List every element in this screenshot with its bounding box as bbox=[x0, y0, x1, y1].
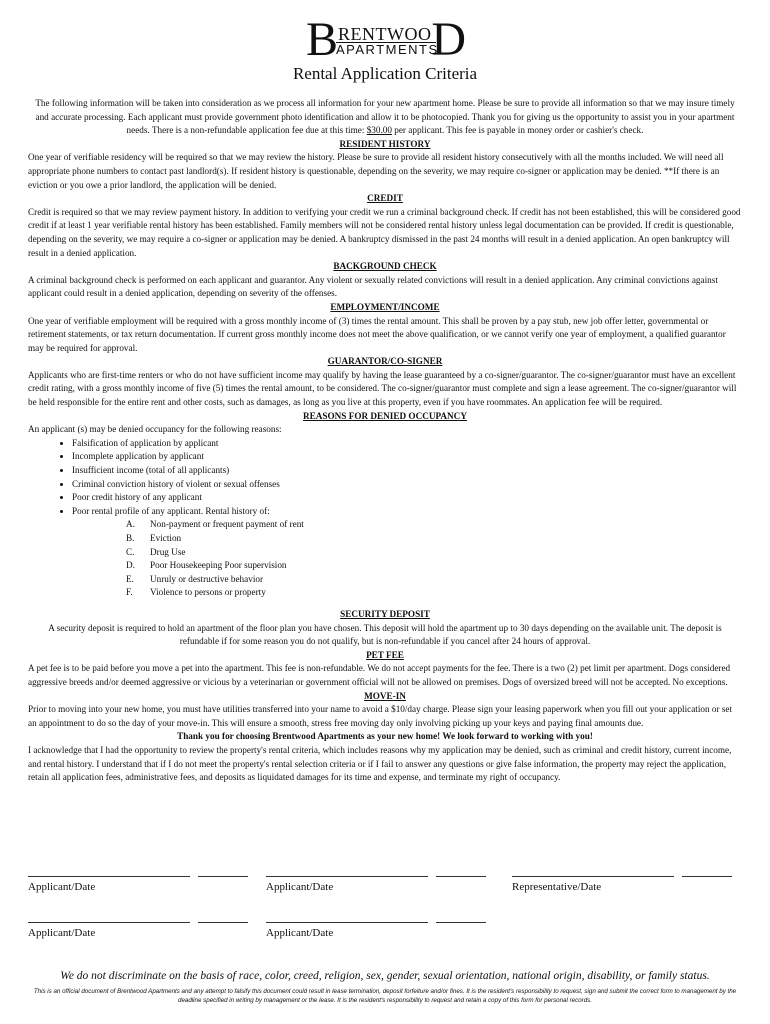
sub-item-text: Unruly or destructive behavior bbox=[150, 573, 264, 584]
sub-item-text: Drug Use bbox=[150, 546, 186, 557]
sub-item-text: Violence to persons or property bbox=[150, 587, 266, 598]
denial-reasons-list bbox=[28, 437, 742, 519]
list-item: • Insufficient income (total of all applicants) bbox=[72, 464, 742, 478]
rental-history-sublist bbox=[88, 518, 742, 600]
logo-letter-d: D bbox=[431, 13, 466, 66]
list-item: • Incomplete application by applicant bbox=[72, 450, 742, 464]
guarantor-body: Applicants who are first-time renters or who do not have sufficient income may qualify by having the lease guaranteed by a co-signer/guarantor. The co-signer/guarantor must have an excellent credit rating, with a gross monthly income of five (5) times the rental amount, to be considered. The co-signer/guarantor must complete and sign a lease agreement. The co-signer/guarantor will be held responsible for the entire rent and other costs, such as damages, as long as you live at this property, even if you have roommates. An application fee will be required. bbox=[28, 369, 737, 408]
employment-body: One year of verifiable employment will be required with a gross monthly income of (3) times the rental amount. This shall be proven by a pay stub, new job offer letter, governmental or retirement statements, or tax return documentation. If current gross monthly income does not meet the above qualification, or we cannot verify one year of employment, a qualified guarantor may be required for approval. bbox=[28, 315, 726, 353]
signature-line[interactable] bbox=[28, 922, 190, 923]
acknowledgement-paragraph: I acknowledge that I had the opportunity to review the property's rental criteria, which includes reasons why my application may be denied, such as criminal and credit history, current income, and rental history. I understand that if I do not meet the property's rental selection criteria or if I fail to answer any questions or give false information, the property may reject the application, retain all application fees, administrative fees, and deposits as liquidated damages for its time and expense, and terminate my right of occupancy. bbox=[28, 744, 732, 783]
signature-line[interactable] bbox=[28, 876, 190, 877]
sub-list-item bbox=[126, 518, 742, 532]
background-check-heading: BACKGROUND CHECK bbox=[333, 261, 437, 272]
sub-list-item bbox=[126, 573, 742, 587]
thank-you-line: Thank you for choosing Brentwood Apartments as your new home! We look forward to working with you! bbox=[177, 731, 593, 742]
signature-line[interactable] bbox=[512, 876, 674, 877]
credit-body: Credit is required so that we may review payment history. In addition to verifying your credit we run a criminal background check. If credit has not been established, this will be considered good credit if at least 1 year verifiable rental history has been established. Family members will not be considered rental history unless legal documentation can be provided. If credit is questionable, depending on the severity, we may require a co-signer or application may be denied. A bankruptcy dismissed in the past 24 months will result in a denied application. An open bankruptcy will result in a denied application. bbox=[28, 206, 741, 258]
guarantor-heading: GUARANTOR/CO-SIGNER bbox=[327, 356, 443, 367]
background-check-body: A criminal background check is performed on each applicant and guarantor. Any violent or sexually related convictions will result in a denied application. Any criminal convictions against applicant could result in a denied application, depending on severity of the offenses. bbox=[28, 274, 718, 299]
sub-list-item bbox=[126, 559, 742, 573]
date-line[interactable] bbox=[198, 876, 248, 877]
application-fee: $30.00 bbox=[366, 125, 392, 136]
sub-item-text: Non-payment or frequent payment of rent bbox=[150, 519, 304, 530]
pet-fee-body: A pet fee is to be paid before you move a pet into the apartment. This fee is non-refundable. We do not accept payments for the fee. There is a two (2) pet limit per apartment. Dogs considered aggressive breeds and/or deemed aggressive or vicious by a veterinarian or government official will not be allowed on premises. Dogs of oversized breed will not be accepted. No exceptions. bbox=[28, 663, 731, 687]
criteria-content bbox=[28, 97, 742, 785]
sub-item-text: Poor Housekeeping Poor supervision bbox=[150, 560, 287, 571]
move-in-heading: MOVE-IN bbox=[364, 690, 406, 701]
representative-date-label: Representative/Date bbox=[512, 881, 602, 893]
employment-heading: EMPLOYMENT/INCOME bbox=[330, 301, 440, 312]
logo-line-1: RENTWOO bbox=[338, 24, 432, 44]
denied-occupancy-intro: An applicant (s) may be denied occupancy for the following reasons: bbox=[28, 424, 282, 435]
security-deposit-body: A security deposit is required to hold an apartment of the floor plan you have chosen. This deposit will hold the apartment up to 30 days depending on the available unit. The deposit is refundable if for some reason you do not qualify, but is non-refundable if you cancel after 24 hours of approval. bbox=[48, 622, 722, 647]
resident-history-body: One year of verifiable residency will be required so that we may review the history. Please be sure to provide all resident history consecutively with all the months included. We will need all appropriate phone numbers to contact past landlord(s). If resident history is questionable, depending on the severity, we may require co-signer or application may be denied. **If there is an eviction or you owe a prior landlord, the application will be denied. bbox=[28, 152, 724, 190]
security-deposit-heading: SECURITY DEPOSIT bbox=[340, 608, 430, 619]
spacer bbox=[28, 600, 742, 608]
sub-list-item bbox=[126, 586, 742, 600]
date-line[interactable] bbox=[682, 876, 732, 877]
page-title: Rental Application Criteria bbox=[292, 64, 478, 83]
applicant-date-label: Applicant/Date bbox=[266, 927, 334, 939]
applicant-date-label: Applicant/Date bbox=[28, 927, 96, 939]
resident-history-heading: RESIDENT HISTORY bbox=[339, 138, 431, 149]
brentwood-logo bbox=[306, 13, 466, 66]
signature-line[interactable] bbox=[266, 922, 428, 923]
sub-item-marker: C. bbox=[126, 546, 135, 557]
credit-heading: CREDIT bbox=[367, 193, 403, 204]
list-item: • Poor rental profile of any applicant. Rental history of: bbox=[72, 505, 742, 519]
sub-item-text: Eviction bbox=[150, 533, 182, 543]
applicant-date-label: Applicant/Date bbox=[266, 881, 334, 893]
list-item: • Poor credit history of any applicant bbox=[72, 491, 742, 505]
intro-text-before: The following information will be taken into consideration as we process all information for your new apartment home. Please be sure to provide all information so that we may insure timely and accurate processing. Each applicant must provide government photo identification and allow it to be photocopied. Thank you for giving us the opportunity to assist you in your apartment needs. There is a non-refundable application fee due at this time: bbox=[35, 98, 735, 136]
intro-paragraph bbox=[28, 97, 742, 138]
date-line[interactable] bbox=[198, 922, 248, 923]
sub-item-marker: B. bbox=[126, 533, 135, 543]
logo-letter-b: B bbox=[306, 13, 339, 66]
sub-list-item bbox=[126, 532, 742, 546]
intro-text-after: per applicant. This fee is payable in money order or cashier's check. bbox=[391, 125, 644, 136]
date-line[interactable] bbox=[436, 922, 486, 923]
applicant-date-label: Applicant/Date bbox=[28, 881, 96, 893]
move-in-body: Prior to moving into your new home, you must have utilities transferred into your name to avoid a $10/day charge. Please sign your leasing paperwork when you fill out your application or set an appointment to do so the day of your move-in. This will ensure a smooth, stress free moving day only involving picking up your keys and paying final amounts due. bbox=[28, 704, 733, 728]
pet-fee-heading: PET FEE bbox=[366, 649, 404, 660]
sub-item-marker: A. bbox=[126, 519, 135, 530]
list-item: • Falsification of application by applicant bbox=[72, 437, 742, 451]
non-discrimination-statement: We do not discriminate on the basis of race, color, creed, religion, sex, gender, sexual orientation, national origin, disability, or family status. bbox=[60, 970, 710, 982]
sub-item-marker: F. bbox=[126, 587, 133, 598]
sub-item-marker: E. bbox=[126, 573, 134, 584]
sub-list-item bbox=[126, 546, 742, 560]
date-line[interactable] bbox=[436, 876, 486, 877]
list-item: • Criminal conviction history of violent or sexual offenses bbox=[72, 478, 742, 492]
signature-line[interactable] bbox=[266, 876, 428, 877]
logo-line-2: APARTMENTS bbox=[336, 42, 439, 57]
official-document-notice: This is an official document of Brentwood Apartments and any attempt to falsify this document could result in lease termination, deposit forfeiture and/or fines. It is the resident's responsibility to request, sign and submit the correct form to management by the deadline specified in writing by management or the lease. It is the resident's responsibility to request and retain a copy of this form for personal records. bbox=[33, 988, 737, 1004]
denied-occupancy-heading: REASONS FOR DENIED OCCUPANCY bbox=[303, 410, 467, 421]
sub-item-marker: D. bbox=[126, 560, 135, 571]
